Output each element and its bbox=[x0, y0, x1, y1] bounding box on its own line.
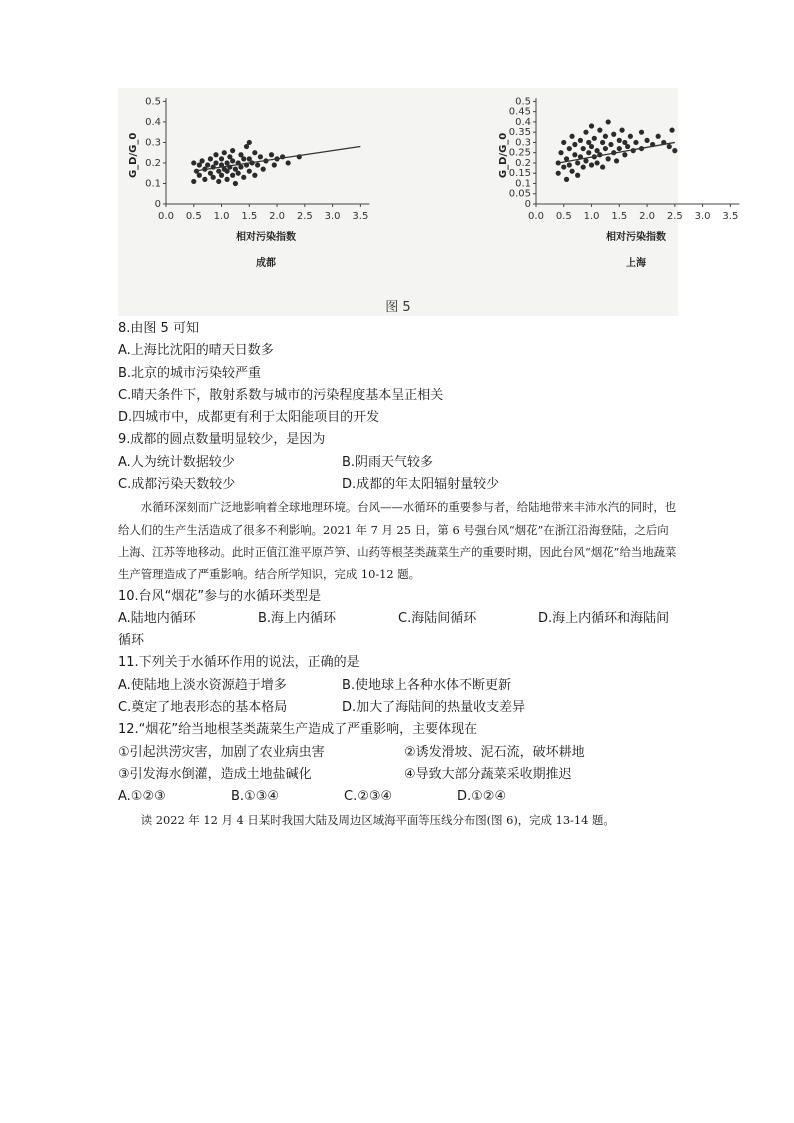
data-point bbox=[575, 160, 580, 165]
data-point bbox=[569, 134, 574, 139]
city-label: 成都 bbox=[256, 258, 276, 269]
data-point bbox=[639, 130, 644, 135]
data-point bbox=[578, 138, 583, 143]
q12-statements-row1 bbox=[118, 742, 678, 764]
figure-5 bbox=[118, 88, 739, 316]
data-point bbox=[617, 146, 622, 151]
data-point bbox=[224, 177, 229, 182]
q12-statement-2: ②诱发滑坡、泥石流，破坏耕地 bbox=[404, 744, 585, 760]
q9-option-d: D.成都的年太阳辐射量较少 bbox=[342, 477, 500, 493]
data-point bbox=[617, 138, 622, 143]
data-point bbox=[625, 144, 630, 149]
data-point bbox=[238, 164, 243, 169]
q12-statement-4: ④导致大部分蔬菜采收期推迟 bbox=[404, 766, 572, 782]
x-tick-label: 1.5 bbox=[241, 211, 258, 222]
x-tick-label: 3.5 bbox=[722, 211, 739, 222]
q10-option-d: D.海上内循环和海陆间循环 bbox=[118, 610, 670, 649]
data-point bbox=[656, 134, 661, 139]
data-point bbox=[191, 160, 196, 165]
data-point bbox=[606, 156, 611, 161]
data-point bbox=[191, 179, 196, 184]
data-point bbox=[561, 164, 566, 169]
y-tick-label: 0.3 bbox=[515, 137, 531, 149]
data-point bbox=[236, 171, 241, 176]
q11-option-b: B.使地球上各种水体不断更新 bbox=[342, 677, 512, 693]
y-axis-title: G_D/G_0 bbox=[128, 132, 139, 179]
x-tick-label: 3.5 bbox=[352, 211, 369, 222]
x-tick-label: 1.5 bbox=[611, 211, 628, 222]
q8-option-a: A.上海比沈阳的晴天日数多 bbox=[118, 343, 274, 359]
y-tick-label: 0.4 bbox=[515, 116, 531, 128]
data-point bbox=[230, 173, 235, 178]
y-tick-label: 0.3 bbox=[145, 137, 161, 149]
data-point bbox=[241, 175, 246, 180]
y-tick-label: 0 bbox=[154, 199, 161, 210]
y-tick-label: 0.05 bbox=[508, 188, 531, 200]
data-point bbox=[216, 179, 221, 184]
y-tick-label: 0.4 bbox=[145, 116, 161, 128]
data-point bbox=[561, 140, 566, 145]
data-point bbox=[633, 140, 638, 145]
q12-option-b: B.①③④ bbox=[231, 789, 280, 805]
data-point bbox=[592, 136, 597, 141]
q10-option-a: A.陆地内循环 bbox=[118, 610, 196, 626]
data-point bbox=[269, 152, 274, 157]
data-point bbox=[589, 162, 594, 167]
data-point bbox=[667, 144, 672, 149]
q11-options-row2 bbox=[118, 697, 678, 719]
x-tick-label: 0.5 bbox=[185, 211, 202, 222]
data-point bbox=[597, 128, 602, 133]
data-point bbox=[672, 148, 677, 153]
x-tick-label: 0.5 bbox=[555, 211, 572, 222]
q11-option-c: C.奠定了地表形态的基本格局 bbox=[118, 700, 288, 716]
data-point bbox=[619, 128, 624, 133]
passage-typhoon: 水循环深刻而广泛地影响着全球地理环境。台风——水循环的重要参与者，给陆地带来丰沛水汽的同时，也给人们的生产生活造成了很多不利影响。2021 年 7 月 25 日，第 6 号强台风“烟花”在浙江沿海登陆，之后向上海、江苏等地移动。此时正值江淮平原芦笋、山药等根茎类蔬菜生产的重要时期，因此台风“烟花”给当地蔬菜生产管理造成了严重影响。结合所学知识，完成 10-12 题。 bbox=[118, 500, 677, 582]
data-point bbox=[594, 160, 599, 165]
y-tick-label: 0.15 bbox=[508, 168, 531, 180]
data-point bbox=[230, 148, 235, 153]
data-point bbox=[583, 158, 588, 163]
x-tick-label: 0.0 bbox=[158, 211, 174, 222]
q11-options-row1 bbox=[118, 675, 678, 697]
q12-statement-3: ③引发海水倒灌，造成土地盐碱化 bbox=[118, 766, 312, 782]
data-point bbox=[572, 142, 577, 147]
data-point bbox=[614, 158, 619, 163]
data-point bbox=[208, 156, 213, 161]
data-point bbox=[567, 162, 572, 167]
x-tick-label: 2.0 bbox=[269, 211, 286, 222]
y-tick-label: 0.2 bbox=[515, 157, 531, 169]
data-point bbox=[622, 152, 627, 157]
data-point bbox=[600, 164, 605, 169]
data-point bbox=[589, 144, 594, 149]
data-point bbox=[669, 128, 674, 133]
y-tick-label: 0.1 bbox=[145, 178, 161, 190]
data-point bbox=[233, 181, 238, 186]
q12-statements-row2 bbox=[118, 764, 678, 786]
q10-option-b: B.海上内循环 bbox=[258, 610, 337, 626]
x-tick-label: 2.0 bbox=[639, 211, 656, 222]
data-point bbox=[261, 167, 266, 172]
data-point bbox=[586, 150, 591, 155]
q12-options bbox=[118, 786, 678, 808]
data-point bbox=[600, 140, 605, 145]
data-point bbox=[581, 146, 586, 151]
data-point bbox=[628, 134, 633, 139]
data-point bbox=[230, 158, 235, 163]
q12-option-d: D.①②④ bbox=[457, 789, 507, 805]
data-point bbox=[583, 130, 588, 135]
trend-line bbox=[194, 147, 361, 172]
data-point bbox=[213, 152, 218, 157]
data-point bbox=[556, 171, 561, 176]
q9-stem: 9.成都的圆点数量明显较少，是因为 bbox=[118, 432, 326, 448]
q8-option-b: B.北京的城市污染较严重 bbox=[118, 365, 262, 381]
data-point bbox=[255, 162, 260, 167]
y-axis-title: G_D/G_0 bbox=[498, 132, 509, 179]
data-point bbox=[286, 160, 291, 165]
data-point bbox=[564, 177, 569, 182]
data-point bbox=[213, 160, 218, 165]
x-tick-label: 1.0 bbox=[583, 211, 600, 222]
y-tick-label: 0.5 bbox=[145, 96, 161, 108]
data-point bbox=[603, 146, 608, 151]
data-point bbox=[247, 140, 252, 145]
x-axis-title: 相对污染指数 bbox=[606, 232, 666, 243]
q12-statement-1: ①引起洪涝灾害，加剧了农业病虫害 bbox=[118, 744, 325, 760]
data-point bbox=[211, 175, 216, 180]
y-tick-label: 0.35 bbox=[508, 127, 531, 139]
data-point bbox=[258, 154, 263, 159]
data-point bbox=[222, 150, 227, 155]
data-point bbox=[272, 162, 277, 167]
passage-pressure-map: 读 2022 年 12 月 4 日某时我国大陆及周边区域海平面等压线分布图(图 6)，完成 13-14 题。 bbox=[140, 812, 615, 827]
q8-option-d: D.四城市中，成都更有利于太阳能项目的开发 bbox=[118, 410, 380, 426]
q12-stem: 12.“烟花”给当地根茎类蔬菜生产造成了严重影响，主要体现在 bbox=[118, 722, 478, 738]
figure-caption: 图 5 bbox=[385, 300, 411, 315]
city-label: 上海 bbox=[626, 258, 646, 269]
q12-option-a: A.①②③ bbox=[118, 789, 166, 805]
data-point bbox=[603, 134, 608, 139]
data-point bbox=[589, 123, 594, 128]
data-point bbox=[247, 169, 252, 174]
data-point bbox=[606, 119, 611, 124]
data-point bbox=[572, 152, 577, 157]
q11-option-d: D.加大了海陆间的热量收支差异 bbox=[342, 700, 526, 716]
data-point bbox=[205, 162, 210, 167]
q8-option-c: C.晴天条件下，散射系数与城市的污染程度基本呈正相关 bbox=[118, 387, 444, 403]
q10-options bbox=[118, 608, 678, 653]
data-point bbox=[644, 138, 649, 143]
data-point bbox=[575, 173, 580, 178]
q10-option-c: C.海陆间循环 bbox=[398, 610, 477, 626]
data-point bbox=[558, 150, 563, 155]
data-point bbox=[197, 173, 202, 178]
x-tick-label: 3.0 bbox=[694, 211, 711, 222]
data-point bbox=[252, 150, 257, 155]
data-point bbox=[569, 169, 574, 174]
y-tick-label: 0.25 bbox=[508, 147, 531, 159]
x-axis-title: 相对污染指数 bbox=[236, 232, 296, 243]
q9-options-row1 bbox=[118, 452, 678, 474]
q9-option-c: C.成都污染天数较少 bbox=[118, 477, 236, 493]
q8-stem: 8.由图 5 可知 bbox=[118, 321, 199, 336]
data-point bbox=[199, 158, 204, 163]
y-tick-label: 0.45 bbox=[508, 106, 531, 118]
q12-option-c: C.②③④ bbox=[344, 789, 393, 805]
q9-option-a: A.人为统计数据较少 bbox=[118, 454, 235, 470]
data-point bbox=[202, 177, 207, 182]
x-tick-label: 0.0 bbox=[528, 211, 544, 222]
data-point bbox=[219, 156, 224, 161]
x-tick-label: 2.5 bbox=[666, 211, 683, 222]
question-content bbox=[118, 318, 678, 831]
q11-stem: 11.下列关于水循环作用的说法，正确的是 bbox=[118, 655, 360, 671]
data-point bbox=[581, 164, 586, 169]
q10-stem: 10.台风“烟花”参与的水循环类型是 bbox=[118, 588, 322, 604]
data-point bbox=[608, 142, 613, 147]
q11-option-a: A.使陆地上淡水资源趋于增多 bbox=[118, 677, 287, 693]
y-tick-label: 0.5 bbox=[515, 96, 531, 108]
y-tick-label: 0 bbox=[524, 199, 531, 210]
q9-option-b: B.阴雨天气较多 bbox=[342, 454, 434, 470]
x-tick-label: 2.5 bbox=[296, 211, 313, 222]
y-tick-label: 0.2 bbox=[145, 157, 161, 169]
y-tick-label: 0.1 bbox=[515, 178, 531, 190]
data-point bbox=[241, 156, 246, 161]
data-point bbox=[611, 132, 616, 137]
q9-options-row2 bbox=[118, 474, 678, 496]
data-point bbox=[252, 173, 257, 178]
x-tick-label: 3.0 bbox=[324, 211, 341, 222]
x-tick-label: 1.0 bbox=[213, 211, 230, 222]
data-point bbox=[219, 173, 224, 178]
scatter-charts bbox=[118, 88, 739, 316]
data-point bbox=[567, 146, 572, 151]
